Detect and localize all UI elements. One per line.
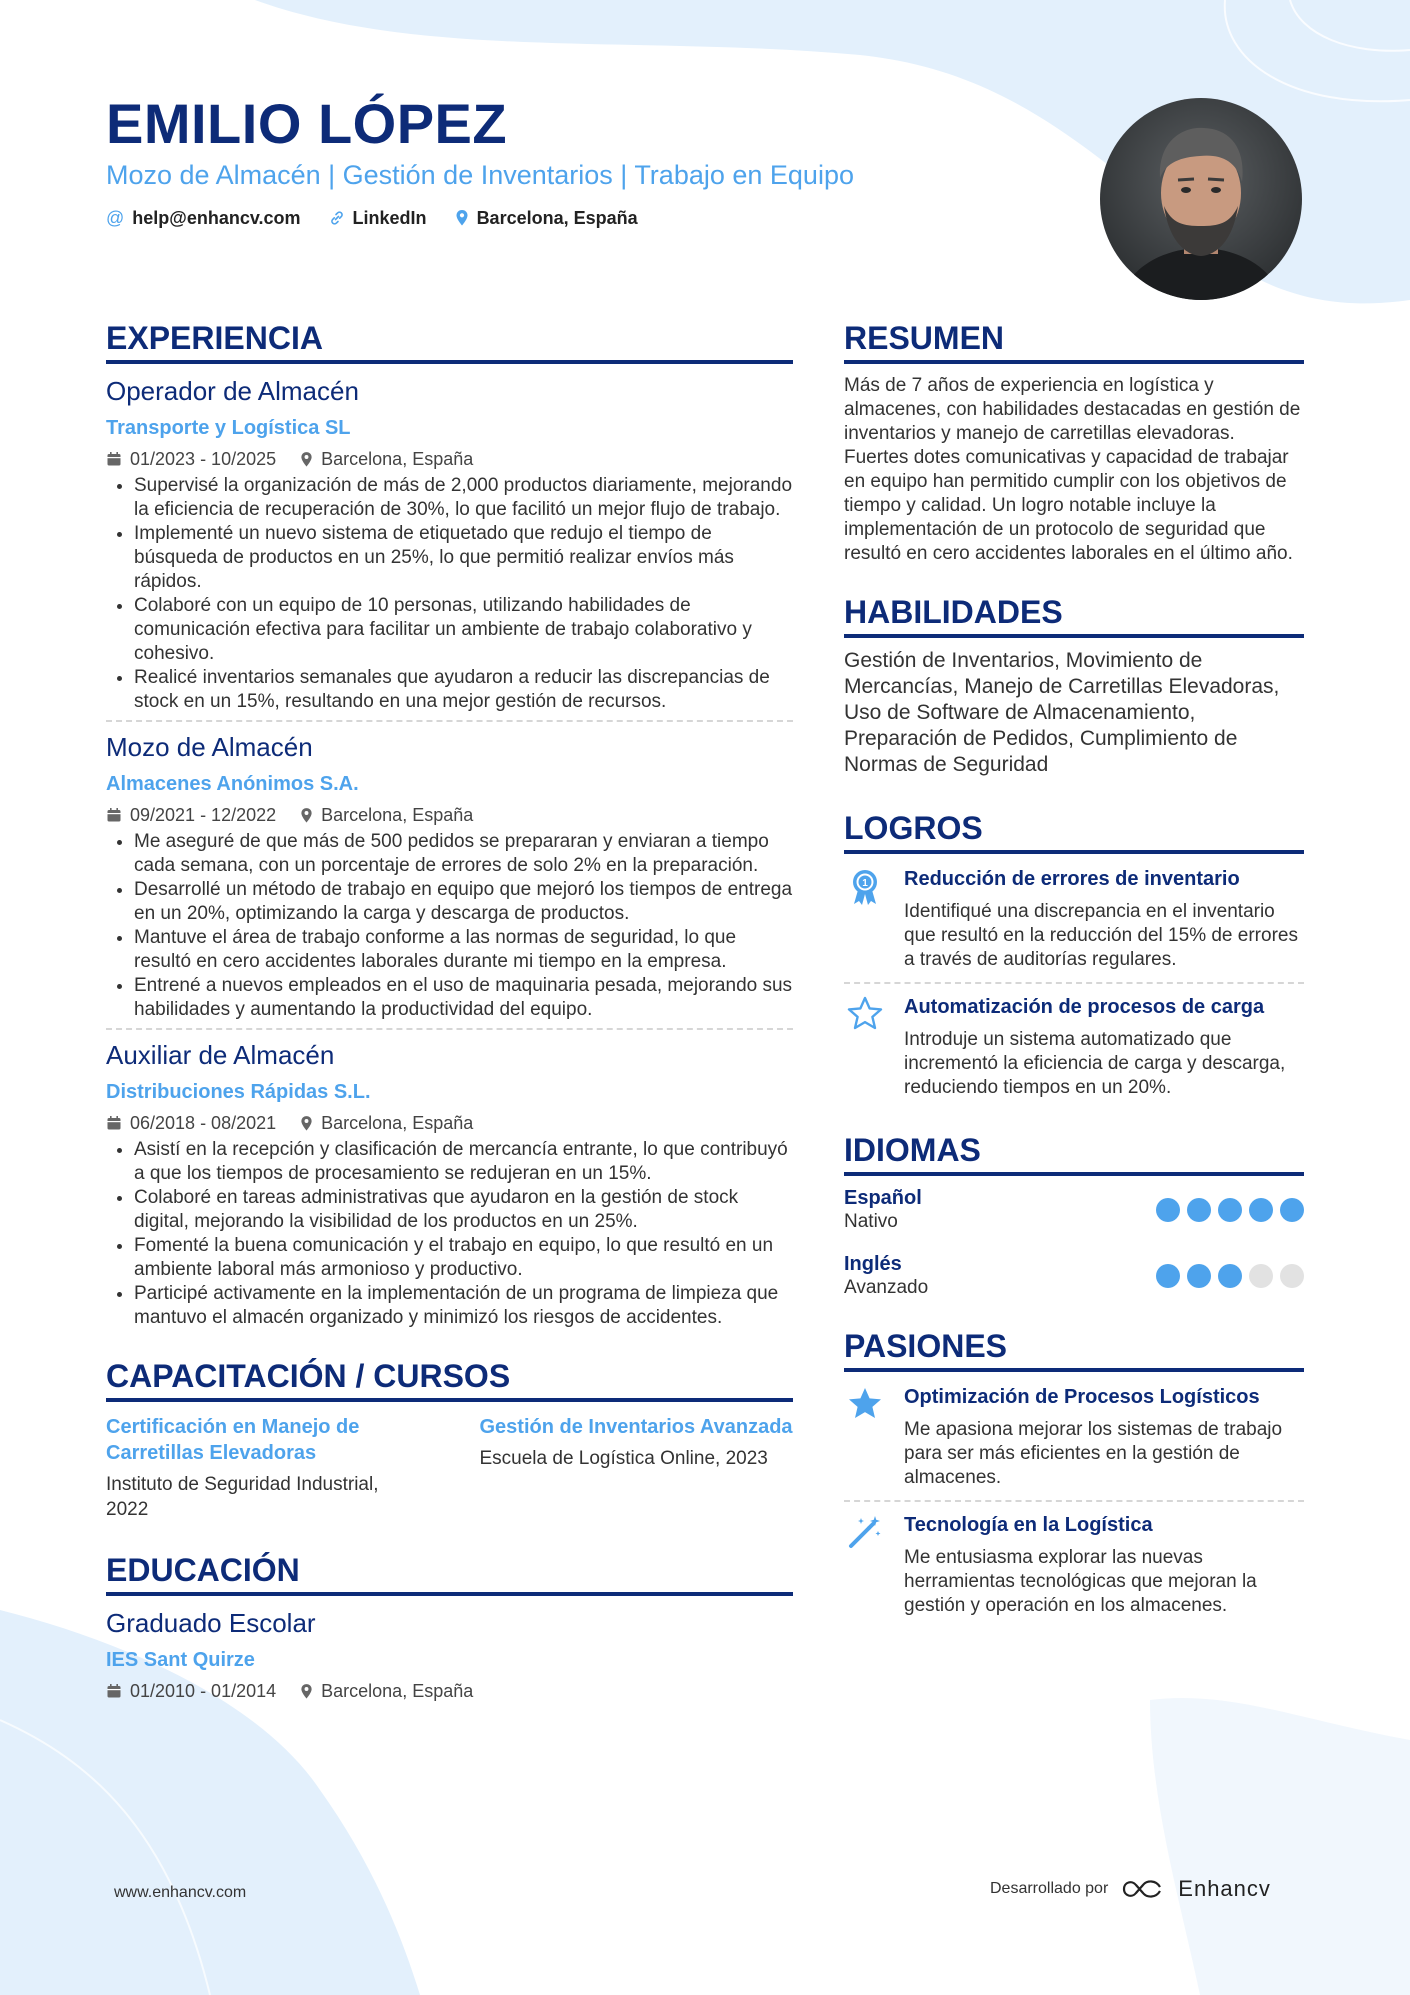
- divider: [106, 720, 793, 722]
- job-entry: [106, 1038, 793, 1330]
- brand-name: Enhancv: [1178, 1876, 1271, 1901]
- passion-item: [844, 1376, 1304, 1498]
- education-meta: [106, 1678, 793, 1704]
- job-bullets: [106, 474, 793, 714]
- skills-text: Gestión de Inventarios, Movimiento de Mercancías, Manejo de Carretillas Elevadoras, Uso de Software de Almacenamiento, Preparación de Pedidos, Cumplimiento de Normas de Seguridad: [844, 649, 1280, 776]
- calendar-icon: [106, 1115, 122, 1131]
- rating-dot-filled: [1249, 1198, 1273, 1222]
- job-title: Operador de Almacén: [106, 376, 359, 406]
- skills-heading: HABILIDADES: [844, 592, 1304, 638]
- bullet-item: • Desarrollé un método de trabajo en equipo que mejoró los tiempos de entrega en un 20%, optimizando la carga y descarga de productos.: [134, 878, 793, 926]
- courses-list: [106, 1414, 793, 1522]
- rating-dot-filled: [1218, 1264, 1242, 1288]
- bullet-item: • Implementé un nuevo sistema de etiquetado que redujo el tiempo de búsqueda de productos en un 25%, lo que permitió realizar envíos más rápidos.: [134, 522, 793, 594]
- calendar-icon: [106, 451, 122, 467]
- company-name: Almacenes Anónimos S.A.: [106, 773, 359, 795]
- job-bullets: [106, 830, 793, 1022]
- passion-desc: Me apasiona mejorar los sistemas de trabajo para ser más eficientes en la gestión de almacenes.: [904, 1419, 1283, 1488]
- education-location: Barcelona, España: [321, 1681, 474, 1701]
- job-meta: [106, 1110, 793, 1136]
- job-location: Barcelona, España: [321, 805, 474, 825]
- experience-heading: EXPERIENCIA: [106, 318, 793, 364]
- location-pin-icon: [300, 1683, 313, 1700]
- rating-dot-filled: [1280, 1198, 1304, 1222]
- footer-branding[interactable]: [990, 1876, 1271, 1902]
- star-filled-icon: [847, 1386, 883, 1420]
- bullet-item: • Entrené a nuevos empleados en el uso de maquinaria pesada, mejorando sus habilidades y aumentando la productividad del equipo.: [134, 974, 793, 1022]
- bullet-item: • Colaboré en tareas administrativas que ayudaron en la gestión de stock digital, mejorando la visibilidad de los productos en un 25%.: [134, 1186, 793, 1234]
- award-ribbon-icon: [848, 868, 882, 906]
- course-institution: Escuela de Logística Online, 2023: [479, 1448, 768, 1469]
- summary-text: Más de 7 años de experiencia en logística y almacenes, con habilidades destacadas en gestión de inventarios y manejo de carretillas elevadoras. Fuertes dotes comunicativas y capacidad de trabajar en equipo han permitido cumplir con los objetivos de tiempo y calidad. Un logro notable incluye la implementación de un protocolo de seguridad que resultó en cero accidentes laborales en el último año.: [844, 375, 1301, 564]
- calendar-icon: [106, 807, 122, 823]
- location-pin-icon: [300, 451, 313, 468]
- rating-dot-empty: [1249, 1264, 1273, 1288]
- language-name: Inglés: [844, 1253, 902, 1275]
- job-meta: [106, 802, 793, 828]
- passions-heading: PASIONES: [844, 1326, 1304, 1372]
- language-name: Español: [844, 1187, 922, 1209]
- powered-by-text: Desarrollado por: [990, 1880, 1109, 1897]
- course-title: Gestión de Inventarios Avanzada: [479, 1416, 793, 1438]
- location-pin-icon: [455, 209, 469, 227]
- achievement-item: [844, 986, 1304, 1108]
- location-pin-icon: [300, 807, 313, 824]
- job-bullets: [106, 1138, 793, 1330]
- rating-dot-filled: [1156, 1198, 1180, 1222]
- bullet-item: • Me aseguré de que más de 500 pedidos se prepararan y enviaran a tiempo cada semana, con un porcentaje de errores de solo 2% en la preparación.: [134, 830, 793, 878]
- achievement-title: Automatización de procesos de carga: [904, 996, 1265, 1018]
- rating-dot-empty: [1280, 1264, 1304, 1288]
- achievement-desc: Introduje un sistema automatizado que incrementó la eficiencia de carga y descarga, reduciendo tiempos en un 20%.: [904, 1029, 1286, 1098]
- job-location: Barcelona, España: [321, 449, 474, 469]
- language-rating: [1156, 1198, 1304, 1222]
- enhancv-logo-icon: [1120, 1877, 1166, 1901]
- linkedin-text: LinkedIn: [352, 208, 427, 228]
- education-heading: EDUCACIÓN: [106, 1550, 793, 1596]
- bullet-item: • Fomenté la buena comunicación y el trabajo en equipo, lo que resultó en un ambiente laboral más armonioso y productivo.: [134, 1234, 793, 1282]
- degree-title: Graduado Escolar: [106, 1608, 316, 1638]
- language-rating: [1156, 1264, 1304, 1288]
- location-text: Barcelona, España: [476, 208, 638, 228]
- headline: Mozo de Almacén | Gestión de Inventarios | Trabajo en Equipo: [106, 160, 854, 190]
- achievement-title: Reducción de errores de inventario: [904, 868, 1240, 890]
- rating-dot-filled: [1218, 1198, 1242, 1222]
- achievements-heading: LOGROS: [844, 808, 1304, 854]
- contact-linkedin[interactable]: [329, 206, 427, 230]
- divider: [106, 1028, 793, 1030]
- passion-item: [844, 1504, 1304, 1626]
- summary-section: [844, 318, 1304, 566]
- courses-section: [106, 1356, 793, 1522]
- job-dates: 06/2018 - 08/2021: [130, 1113, 277, 1133]
- svg-text:1: 1: [862, 878, 868, 889]
- contact-location: [455, 206, 638, 230]
- job-title: Auxiliar de Almacén: [106, 1040, 335, 1070]
- passion-desc: Me entusiasma explorar las nuevas herramientas tecnológicas que mejoran la gestión y operación en los almacenes.: [904, 1547, 1257, 1616]
- bullet-item: • Colaboré con un equipo de 10 personas, utilizando habilidades de comunicación efectiva para facilitar un ambiente de trabajo colaborativo y cohesivo.: [134, 594, 793, 666]
- school-name: IES Sant Quirze: [106, 1649, 255, 1671]
- calendar-icon: [106, 1683, 122, 1699]
- bullet-item: • Realicé inventarios semanales que ayudaron a reducir las discrepancias de stock en un 15%, resultando en una mejor gestión de recursos.: [134, 666, 793, 714]
- bullet-item: • Participé activamente en la implementación de un programa de limpieza que mantuvo el almacén organizado y minimizó los riesgos de accidentes.: [134, 1282, 793, 1330]
- company-name: Distribuciones Rápidas S.L.: [106, 1081, 371, 1103]
- passion-title: Tecnología en la Logística: [904, 1514, 1153, 1536]
- language-level: Nativo: [844, 1211, 898, 1232]
- education-dates: 01/2010 - 01/2014: [130, 1681, 277, 1701]
- language-level: Avanzado: [844, 1277, 929, 1298]
- achievement-desc: Identifiqué una discrepancia en el inventario que resultó en la reducción del 15% de errores a través de auditorías regulares.: [904, 901, 1298, 970]
- job-meta: [106, 446, 793, 472]
- right-column: [844, 318, 1304, 1626]
- location-pin-icon: [300, 1115, 313, 1132]
- achievements-section: [844, 808, 1304, 1108]
- passions-section: [844, 1326, 1304, 1626]
- left-column: [106, 318, 793, 1704]
- job-dates: 01/2023 - 10/2025: [130, 449, 277, 469]
- experience-section: [106, 318, 793, 1330]
- contact-bar: [106, 206, 638, 230]
- education-section: [106, 1550, 793, 1704]
- bullet-item: • Mantuve el área de trabajo conforme a las normas de seguridad, lo que resultó en cero accidentes laborales durante mi tiempo en la empresa.: [134, 926, 793, 974]
- profile-photo: [1100, 98, 1302, 300]
- at-icon: @: [106, 208, 125, 228]
- link-icon: [329, 210, 345, 226]
- rating-dot-filled: [1156, 1264, 1180, 1288]
- magic-wand-icon: [847, 1514, 883, 1550]
- footer-website[interactable]: www.enhancv.com: [114, 1884, 247, 1901]
- company-name: Transporte y Logística SL: [106, 417, 351, 439]
- languages-section: [844, 1130, 1304, 1300]
- divider: [844, 982, 1304, 984]
- divider: [844, 1500, 1304, 1502]
- job-dates: 09/2021 - 12/2022: [130, 805, 277, 825]
- courses-heading: CAPACITACIÓN / CURSOS: [106, 1356, 793, 1402]
- email-text: help@enhancv.com: [132, 208, 301, 228]
- course-item: [106, 1414, 420, 1522]
- languages-heading: IDIOMAS: [844, 1130, 1304, 1176]
- bullet-item: • Supervisé la organización de más de 2,000 productos diariamente, mejorando la eficiencia de recuperación de 30%, lo que facilitó un mejor flujo de trabajo.: [134, 474, 793, 522]
- job-location: Barcelona, España: [321, 1113, 474, 1133]
- job-entry: [106, 730, 793, 1022]
- language-item: [844, 1252, 1304, 1300]
- job-entry: [106, 374, 793, 714]
- candidate-name: EMILIO LÓPEZ: [106, 92, 508, 155]
- course-item: [480, 1414, 794, 1522]
- achievement-item: [844, 858, 1304, 980]
- star-outline-icon: [847, 996, 883, 1030]
- job-title: Mozo de Almacén: [106, 732, 313, 762]
- contact-email[interactable]: [106, 206, 301, 230]
- course-institution: Instituto de Seguridad Industrial, 2022: [106, 1474, 379, 1520]
- course-title: Certificación en Manejo de Carretillas Elevadoras: [106, 1416, 360, 1464]
- passion-title: Optimización de Procesos Logísticos: [904, 1386, 1260, 1408]
- language-item: [844, 1186, 1304, 1234]
- summary-heading: RESUMEN: [844, 318, 1304, 364]
- bullet-item: • Asistí en la recepción y clasificación de mercancía entrante, lo que contribuyó a que los tiempos de procesamiento se redujeran en un 15%.: [134, 1138, 793, 1186]
- rating-dot-filled: [1187, 1198, 1211, 1222]
- skills-section: [844, 592, 1304, 778]
- rating-dot-filled: [1187, 1264, 1211, 1288]
